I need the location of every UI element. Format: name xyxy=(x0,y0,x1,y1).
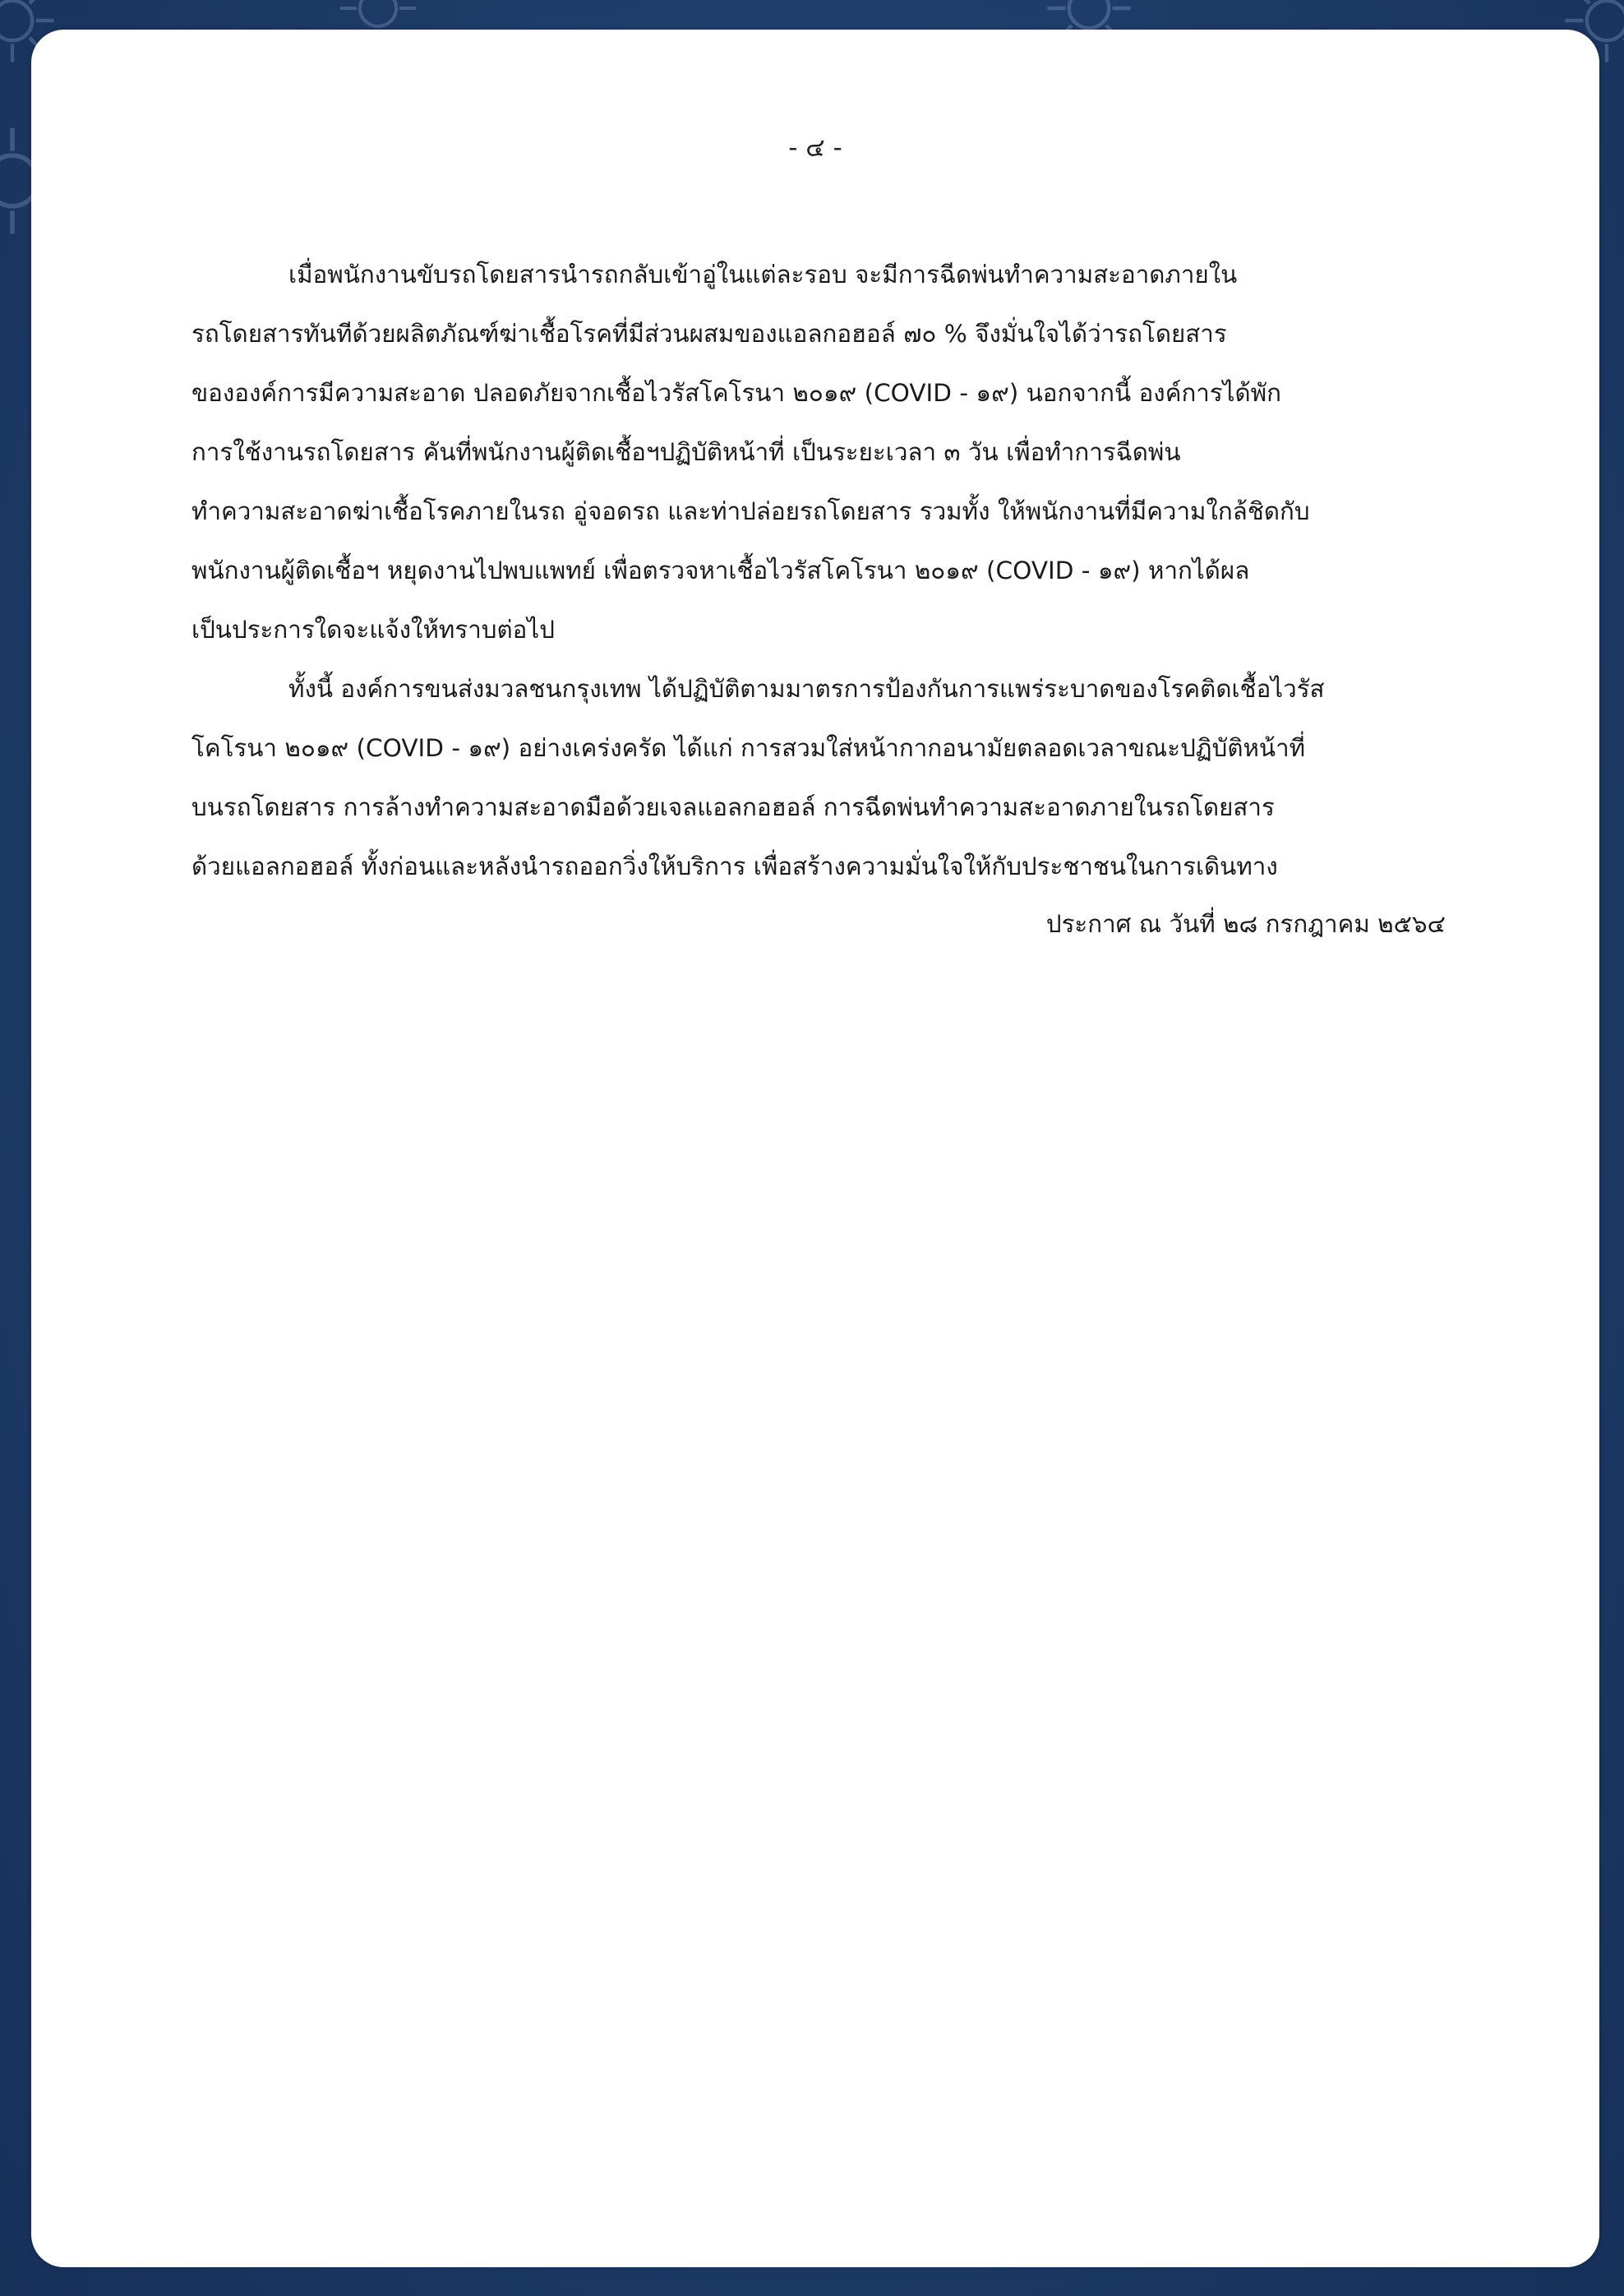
document-body xyxy=(191,245,1457,896)
page-number: - ๔ - xyxy=(788,133,842,163)
text-line: พนักงานผู้ติดเชื้อฯ หยุดงานไปพบแพทย์ เพื่อตรวจหาเชื้อไวรัสโคโรนา ๒๐๑๙ (COVID - ๑๙) หากได้ผล xyxy=(191,557,1250,584)
document-page xyxy=(31,30,1599,2267)
text-line: ทั้งนี้ องค์การขนส่งมวลชนกรุงเทพ ได้ปฏิบัติตามมาตรการป้องกันการแพร่ระบาดของโรคติดเชื้อไวรัส xyxy=(288,675,1325,703)
announcement-date: ประกาศ ณ วันที่ ๒๘ กรกฎาคม ๒๕๖๔ xyxy=(1045,910,1446,938)
text-line: บนรถโดยสาร การล้างทำความสะอาดมือด้วยเจลแอลกอฮอล์ การฉีดพ่นทำความสะอาดภายในรถโดยสาร xyxy=(191,793,1275,821)
text-line: ทำความสะอาดฆ่าเชื้อโรคภายในรถ อู่จอดรถ และท่าปล่อยรถโดยสาร รวมทั้ง ให้พนักงานที่มีความใกล้ชิดกับ xyxy=(191,497,1310,525)
text-line: การใช้งานรถโดยสาร คันที่พนักงานผู้ติดเชื้อฯปฏิบัติหน้าที่ เป็นระยะเวลา ๓ วัน เพื่อทำการฉีดพ่น xyxy=(191,438,1181,466)
text-line: ขององค์การมีความสะอาด ปลอดภัยจากเชื้อไวรัสโคโรนา ๒๐๑๙ (COVID - ๑๙) นอกจากนี้ องค์การได้พัก xyxy=(191,379,1282,407)
text-line: เป็นประการใดจะแจ้งให้ทราบต่อไป xyxy=(191,616,555,644)
paragraph-1 xyxy=(191,245,1457,659)
paragraph-2 xyxy=(191,659,1457,896)
text-line: รถโดยสารทันทีด้วยผลิตภัณฑ์ฆ่าเชื้อโรคที่มีส่วนผสมของแอลกอฮอล์ ๗๐ % จึงมั่นใจได้ว่ารถโดยสาร xyxy=(191,320,1227,348)
text-line: เมื่อพนักงานขับรถโดยสารนำรถกลับเข้าอู่ในแต่ละรอบ จะมีการฉีดพ่นทำความสะอาดภายใน xyxy=(288,261,1238,289)
text-line: ด้วยแอลกอฮอล์ ทั้งก่อนและหลังนำรถออกวิ่งให้บริการ เพื่อสร้างความมั่นใจให้กับประชาชนในการเดินทาง xyxy=(191,852,1278,880)
text-line: โคโรนา ๒๐๑๙ (COVID - ๑๙) อย่างเคร่งครัด ได้แก่ การสวมใส่หน้ากากอนามัยตลอดเวลาขณะปฏิบัติหน้าที่ xyxy=(191,734,1306,762)
